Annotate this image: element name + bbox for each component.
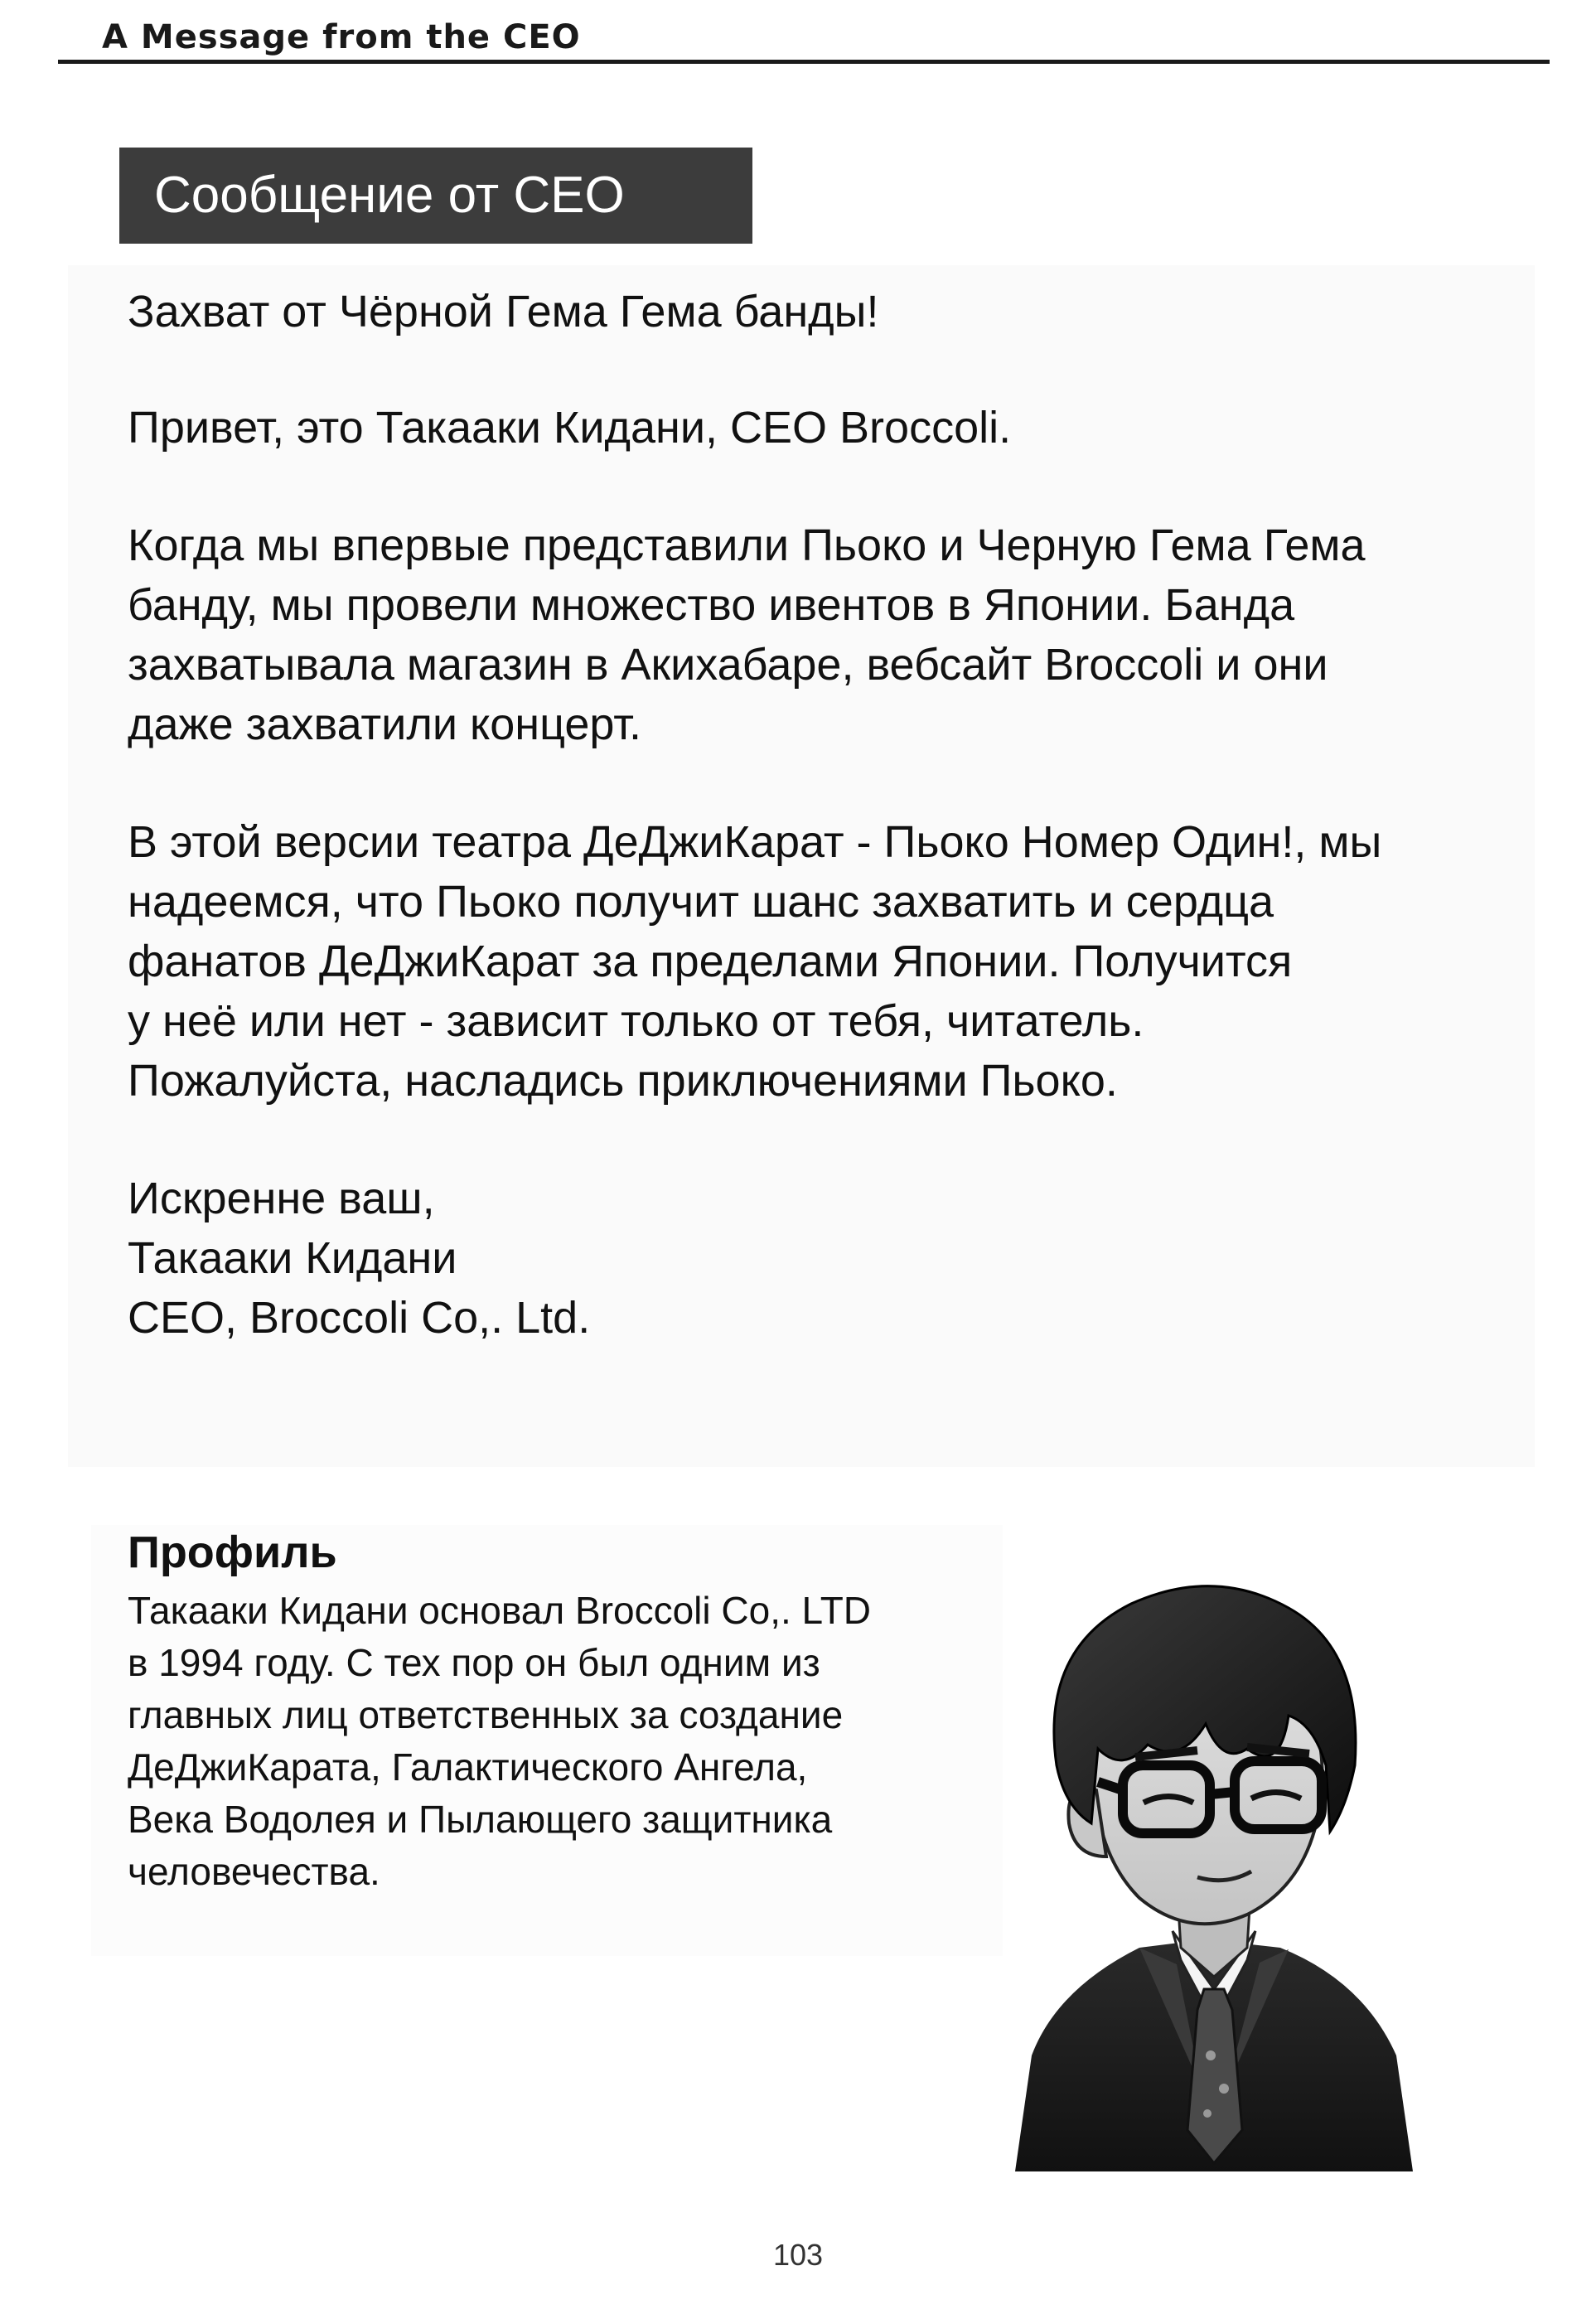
paragraph-line: надеемся, что Пьоко получит шанс захватить и сердца xyxy=(128,877,1274,927)
profile-line: ДеДжиКарата, Галактического Ангела, xyxy=(128,1745,808,1789)
profile-line: человечества. xyxy=(128,1850,380,1893)
paragraph-line: Когда мы впервые представили Пьоко и Черную Гема Гема xyxy=(128,520,1366,570)
ceo-portrait-illustration xyxy=(999,1558,1429,2171)
signoff-line: Искренне ваш, xyxy=(128,1174,435,1223)
profile-line: Такааки Кидани основал Broccoli Co,. LTD xyxy=(128,1589,872,1632)
paragraph-line: фанатов ДеДжиКарат за пределами Японии. Получится xyxy=(128,937,1293,986)
page-number: 103 xyxy=(772,2238,824,2272)
paragraph-line: В этой версии театра ДеДжиКарат - Пьоко Номер Один!, мы xyxy=(128,817,1382,867)
header-rule xyxy=(58,60,1550,64)
paragraph-line: даже захватили концерт. xyxy=(128,700,642,749)
paragraph-line: банду, мы провели множество ивентов в Японии. Банда xyxy=(128,580,1295,630)
section-heading: Сообщение от CEO xyxy=(119,148,752,244)
signoff-line: Такааки Кидани xyxy=(128,1233,457,1283)
profile-text xyxy=(128,1585,1006,1898)
profile-line: Века Водолея и Пылающего защитника xyxy=(128,1798,833,1841)
message-signoff xyxy=(128,1169,1536,1348)
message-paragraph-2 xyxy=(128,812,1536,1111)
signoff-line: CEO, Broccoli Co,. Ltd. xyxy=(128,1293,591,1343)
message-paragraph-1 xyxy=(128,516,1536,754)
profile-line: в 1994 году. С тех пор он был одним из xyxy=(128,1641,820,1684)
paragraph-line: у неё или нет - зависит только от тебя, читатель. xyxy=(128,996,1144,1046)
paragraph-line: Пожалуйста, насладись приключениями Пьоко. xyxy=(128,1056,1118,1106)
profile-heading: Профиль xyxy=(128,1527,337,1577)
profile-line: главных лиц ответственных за создание xyxy=(128,1693,844,1736)
running-header-title: A Message from the CEO xyxy=(102,18,581,56)
message-headline: Захват от Чёрной Гема Гема банды! xyxy=(128,287,879,336)
message-greeting: Привет, это Такааки Кидани, CEO Broccoli. xyxy=(128,403,1012,453)
paragraph-line: захватывала магазин в Акихабаре, вебсайт Broccoli и они xyxy=(128,640,1328,690)
